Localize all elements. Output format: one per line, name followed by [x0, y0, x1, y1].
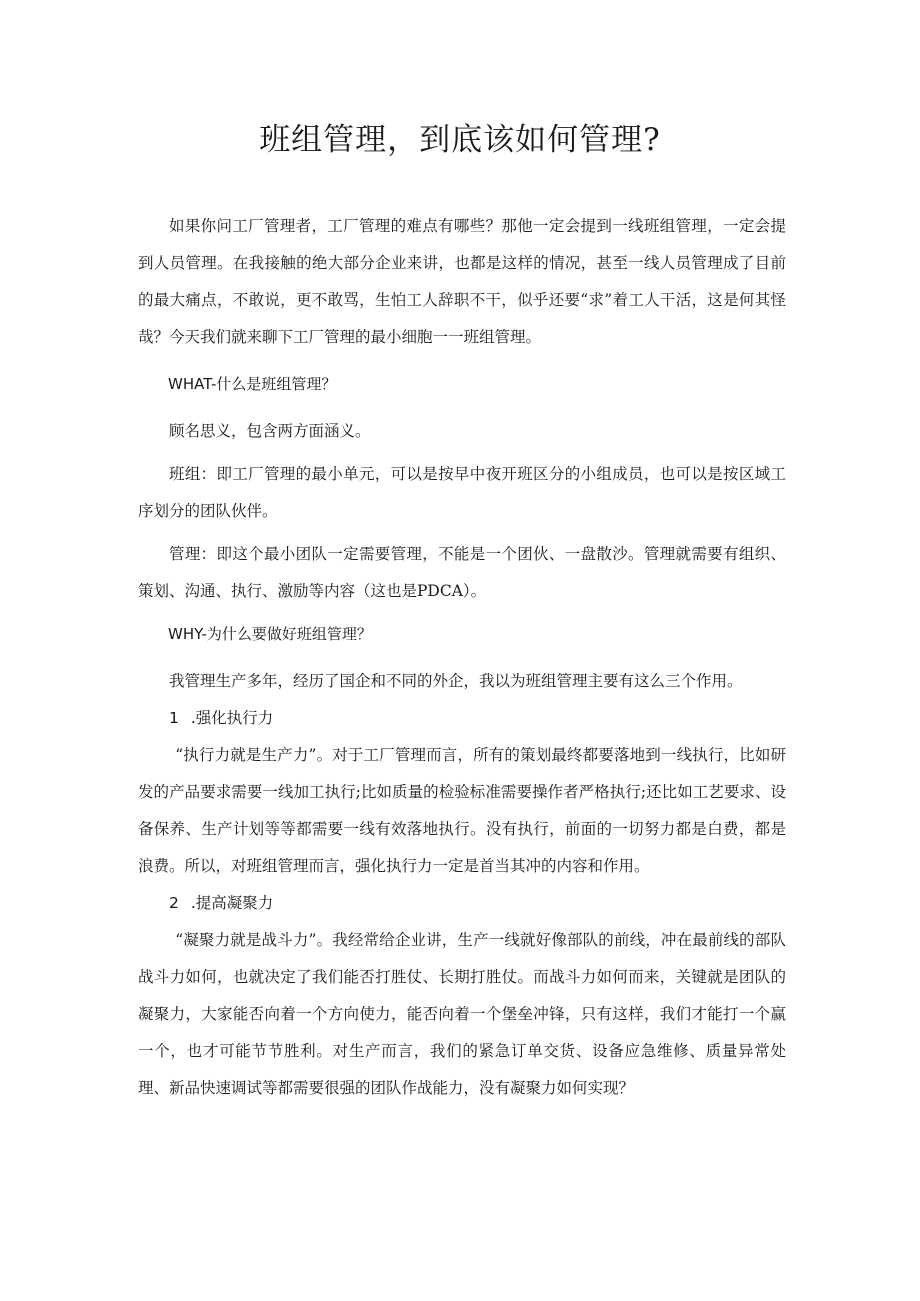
section-1-paragraph: “执行力就是生产力”。对于工厂管理而言，所有的策划最终都要落地到一线执行，比如研发的产品要求需要一线加工执行;比如质量的检验标准需要操作者严格执行;还比如工艺要求、设备保养、生产计划等等都需要一线有效落地执行。没有执行，前面的一切努力都是白费，都是浪费。所以，对班组管理而言，强化执行力一定是首当其冲的内容和作用。: [138, 746, 786, 875]
section-2-number: 2: [169, 894, 179, 912]
what-paragraph-3: 管理：即这个最小团队一定需要管理，不能是一个团伙、一盘散沙。管理就需要有组织、策划、沟通、执行、激励等内容（这也是PDCA）。: [138, 545, 786, 600]
why-paragraph-1: 我管理生产多年，经历了国企和不同的外企，我以为班组管理主要有这么三个作用。: [169, 672, 743, 690]
document-body: [138, 208, 786, 1107]
intro-paragraph: 如果你问工厂管理者，工厂管理的难点有哪些？那他一定会提到一线班组管理，一定会提到人员管理。在我接触的绝大部分企业来讲，也都是这样的情况，甚至一线人员管理成了目前的最大痛点，不敢说，更不敢骂，生怕工人辞职不干，似乎还要“求”着工人干活，这是何其怪哉？今天我们就来聊下工厂管理的最小细胞一一班组管理。: [138, 217, 786, 346]
section-1-heading: [138, 700, 786, 737]
what-paragraph-2: 班组：即工厂管理的最小单元，可以是按早中夜开班区分的小组成员，也可以是按区域工序划分的团队伙伴。: [138, 465, 786, 520]
what-heading: WHAT-什么是班组管理？: [168, 375, 337, 393]
section-1-number: 1: [169, 709, 179, 727]
section-2-title: .提高凝聚力: [190, 894, 274, 912]
section-1-title: .强化执行力: [190, 709, 274, 727]
section-2-heading: [138, 885, 786, 922]
document-title: 班组管理，到底该如何管理?: [259, 122, 661, 158]
why-heading: WHY-为什么要做好班组管理？: [168, 625, 372, 643]
section-2-paragraph: “凝聚力就是战斗力”。我经常给企业讲，生产一线就好像部队的前线，冲在最前线的部队战斗力如何，也就决定了我们能否打胜仗、长期打胜仗。而战斗力如何而来，关键就是团队的凝聚力，大家能否向着一个方向使力，能否向着一个堡垒冲锋，只有这样，我们才能打一个赢一个，也才可能节节胜利。对生产而言，我们的紧急订单交货、设备应急维修、质量异常处理、新品快速调试等都需要很强的团队作战能力，没有凝聚力如何实现？: [138, 931, 786, 1097]
what-paragraph-1: 顾名思义，包含两方面涵义。: [169, 422, 371, 440]
